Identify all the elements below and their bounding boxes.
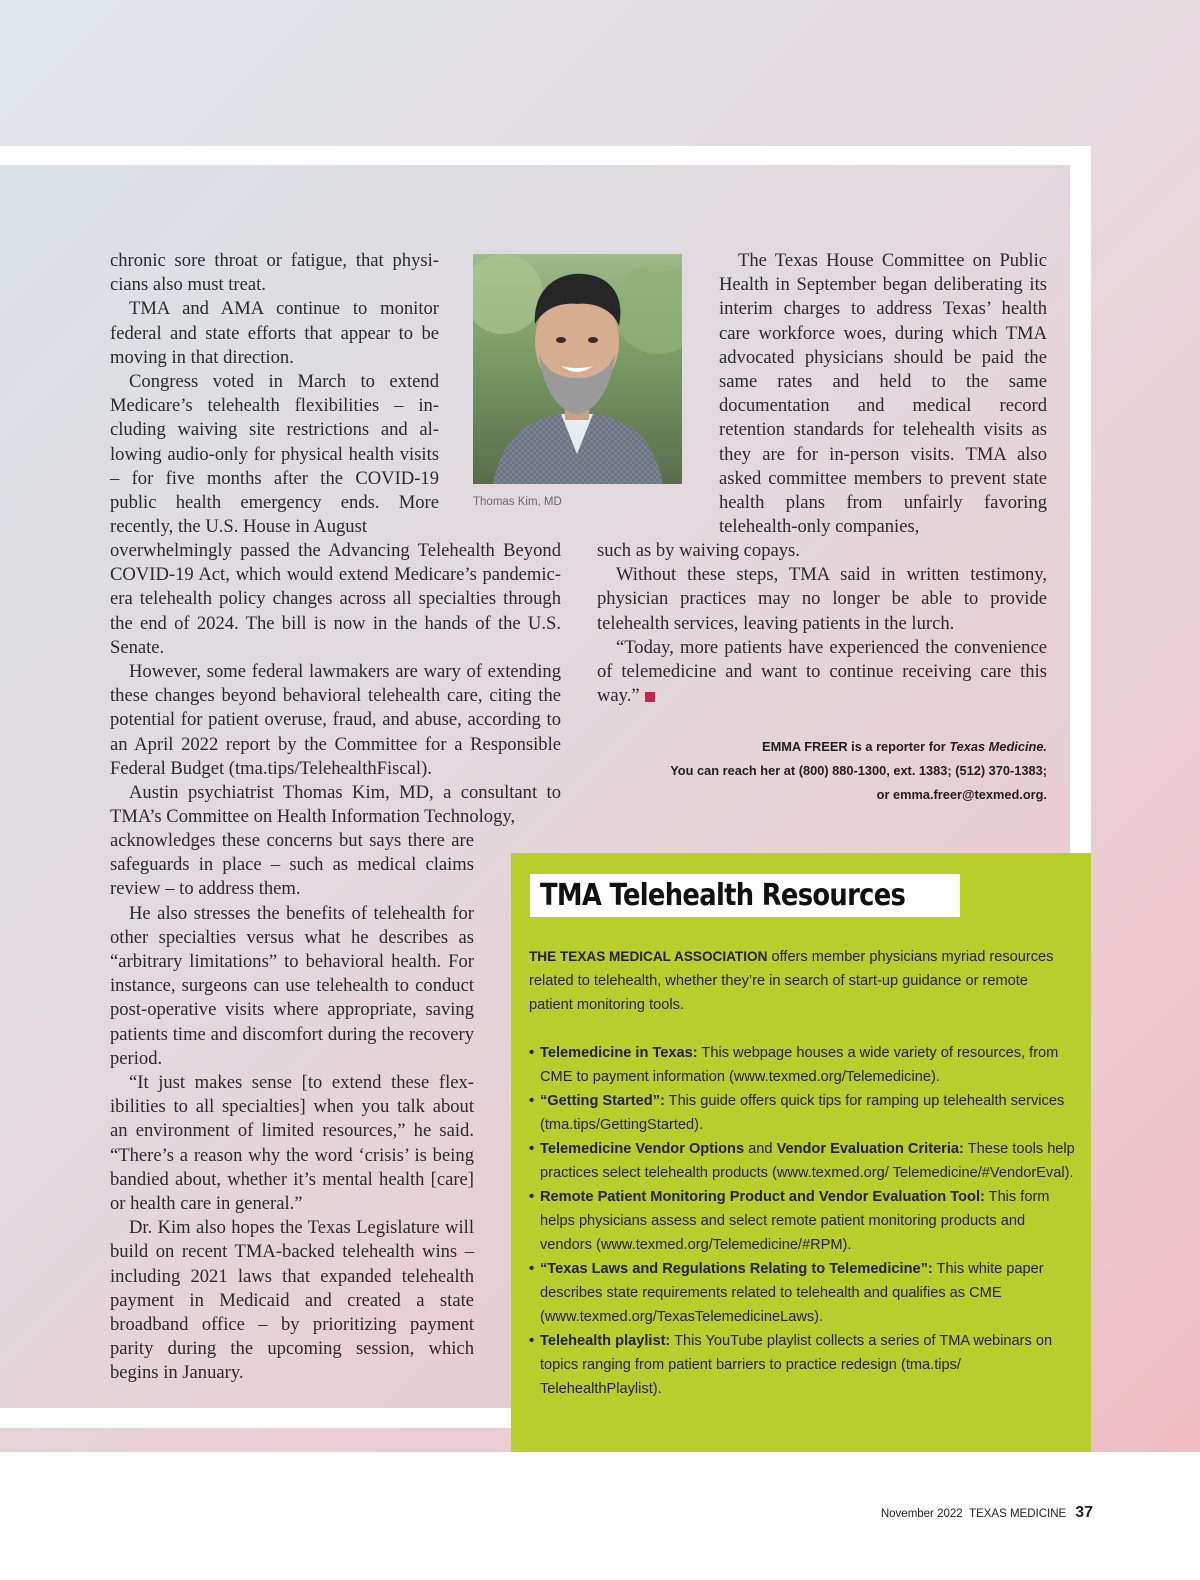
author-byline <box>600 735 1047 807</box>
resources-title: TMA Telehealth Resources <box>540 878 906 913</box>
resource-item-title-2: Vendor Evaluation Criteria: <box>776 1141 964 1157</box>
paragraph: He also stresses the benefits of telehealth for other specialties versus what he describes as “arbitrary limitations” to behavioral health. For instance, surgeons can use telehealth to conduct post-operative visits where appropriate, saving patients time and discomfort during the recovery period. <box>110 902 474 1069</box>
resource-item-title: “Getting Started”: <box>540 1093 665 1109</box>
resource-item <box>529 1329 1075 1401</box>
paragraph: Congress voted in March to extend Medicare’s telehealth flexibilities – including waiving site restrictions and allowing audio-only for physical health visits – for five months after the COVID-19 public health emergency ends. More recently, the U.S. House in August <box>110 371 439 538</box>
author-role: is a reporter for <box>847 739 950 754</box>
right-column-top <box>719 249 1047 539</box>
paragraph: Dr. Kim also hopes the Texas Legislature will build on recent TMA-backed telehealth wins – including 2021 laws that expanded telehealth payment in Medicaid and created a state broadband office – by prioritizing payment parity during the upcoming session, which begins in January. <box>110 1217 474 1384</box>
resources-box <box>511 853 1091 1452</box>
left-column-bottom <box>110 829 474 1386</box>
resource-item-title: Telehealth playlist: <box>540 1333 671 1349</box>
resources-intro-text: offers member physicians myriad resources related to telehealth, whether they’re in search of start-up guidance or remote patient monitoring tools. <box>529 949 1054 1013</box>
paragraph: overwhelmingly passed the Advancing Telehealth Beyond COVID-19 Act, which would extend Medicare’s pandemic-era telehealth policy changes across all specialties through the end of 2024. The bill is now in the hands of the U.S. Senate. <box>110 540 561 658</box>
author-name: EMMA FREER <box>762 739 848 754</box>
paragraph: Without these steps, TMA said in written testimony, physician practices may no longer be able to provide telehealth services, leaving patients in the lurch. <box>597 564 1047 634</box>
byline-line-3: or emma.freer@texmed.org. <box>876 787 1047 802</box>
paragraph: Austin psychiatrist Thomas Kim, MD, a consultant to TMA’s Committee on Health Information Technology, <box>110 782 561 828</box>
resource-item-text: These tools help practices select telehealth products (www.texmed.org/ Telemedicine/#VendorEval). <box>540 1141 1075 1181</box>
resource-item-text: This form helps physicians assess and select remote patient monitoring products and vendors (www.texmed.org/Telemedicine/#RPM). <box>540 1189 1050 1253</box>
right-column-wide <box>597 539 1047 708</box>
resource-item <box>529 1089 1075 1137</box>
portrait-illustration <box>473 254 682 484</box>
resources-title-label <box>530 874 960 917</box>
resource-item-title: Remote Patient Monitoring Product and Vendor Evaluation Tool: <box>540 1189 985 1205</box>
byline-line-1 <box>600 735 1047 759</box>
resource-item-text: This YouTube playlist collects a series of TMA webinars on topics ranging from patient barriers to practice redesign (tma.tips/ TelehealthPlaylist). <box>540 1333 1053 1397</box>
paragraph: TMA and AMA continue to monitor federal and state efforts that appear to be moving in that direction. <box>110 298 439 368</box>
paragraph: “It just makes sense [to extend these flexibilities to all specialties] when you talk about an environment of limited resources,” he said. “There’s a reason why the word ‘crisis’ is being bandied about, whether it’s mental health [care] or health care in general.” <box>110 1072 474 1215</box>
resource-item <box>529 1257 1075 1329</box>
author-photo <box>473 254 682 484</box>
resource-item <box>529 1137 1075 1185</box>
left-column-top <box>110 249 439 539</box>
resource-item-text: This white paper describes state requirements related to telehealth and qualifies as CME (www.texmed.org/TexasTelemedicineLaws). <box>540 1261 1044 1325</box>
paragraph: such as by waiving copays. <box>597 540 800 561</box>
issue-date: November 2022 <box>880 1508 963 1520</box>
resources-list <box>529 1041 1075 1401</box>
resource-item-title: “Texas Laws and Regulations Relating to Telemedicine”: <box>540 1261 933 1277</box>
resources-intro <box>529 945 1075 1017</box>
resources-intro-lead: THE TEXAS MEDICAL ASSOCIATION <box>529 949 768 964</box>
resource-item-text: This webpage houses a wide variety of resources, from CME to payment information (www.texmed.org/Telemedicine). <box>540 1045 1059 1085</box>
resource-item-title: Telemedicine in Texas: <box>540 1045 698 1061</box>
paragraph: chronic sore throat or fatigue, that physicians also must treat. <box>110 250 439 296</box>
resource-item-conjunction: and <box>744 1141 777 1157</box>
paragraph <box>597 636 1047 709</box>
publication-name: Texas Medicine. <box>949 739 1047 754</box>
page-number: 37 <box>1075 1504 1093 1521</box>
end-mark-icon <box>645 692 655 702</box>
resource-item-title: Telemedicine Vendor Options <box>540 1141 745 1157</box>
paragraph: However, some federal lawmakers are wary of extending these changes beyond behavioral telehealth care, citing the potential for patient overuse, fraud, and abuse, according to an April 2022 report by the Committee for a Responsible Federal Budget (tma.tips/TelehealthFiscal). <box>110 661 561 779</box>
photo-caption: Thomas Kim, MD <box>473 496 562 508</box>
paragraph: The Texas House Committee on Public Health in September began deliberating its interim charges to address Texas’ health care workforce woes, during which TMA advocated physicians should be paid the same rates and held to the same documentation and medical record retention standards for telehealth visits as they are for in-person visits. TMA also asked committee members to prevent state health plans from unfairly favoring telehealth-only companies, <box>719 250 1047 538</box>
resource-item <box>529 1185 1075 1257</box>
resource-item-text: This guide offers quick tips for ramping up telehealth services (tma.tips/GettingStarted). <box>540 1093 1065 1133</box>
resources-body <box>529 945 1075 1401</box>
resource-item <box>529 1041 1075 1089</box>
byline-line-2: You can reach her at (800) 880-1300, ext. 1383; (512) 370-1383; <box>670 763 1047 778</box>
page-footer <box>881 1504 1093 1522</box>
paragraph: acknowledges these concerns but says there are safeguards in place – such as medical claims review – to address them. <box>110 830 474 900</box>
left-column-wide <box>110 539 561 829</box>
closing-quote: “Today, more patients have experienced the convenience of telemedicine and want to continue receiving care this way.” <box>597 636 1047 707</box>
footer-publication: TEXAS MEDICINE <box>969 1508 1067 1520</box>
